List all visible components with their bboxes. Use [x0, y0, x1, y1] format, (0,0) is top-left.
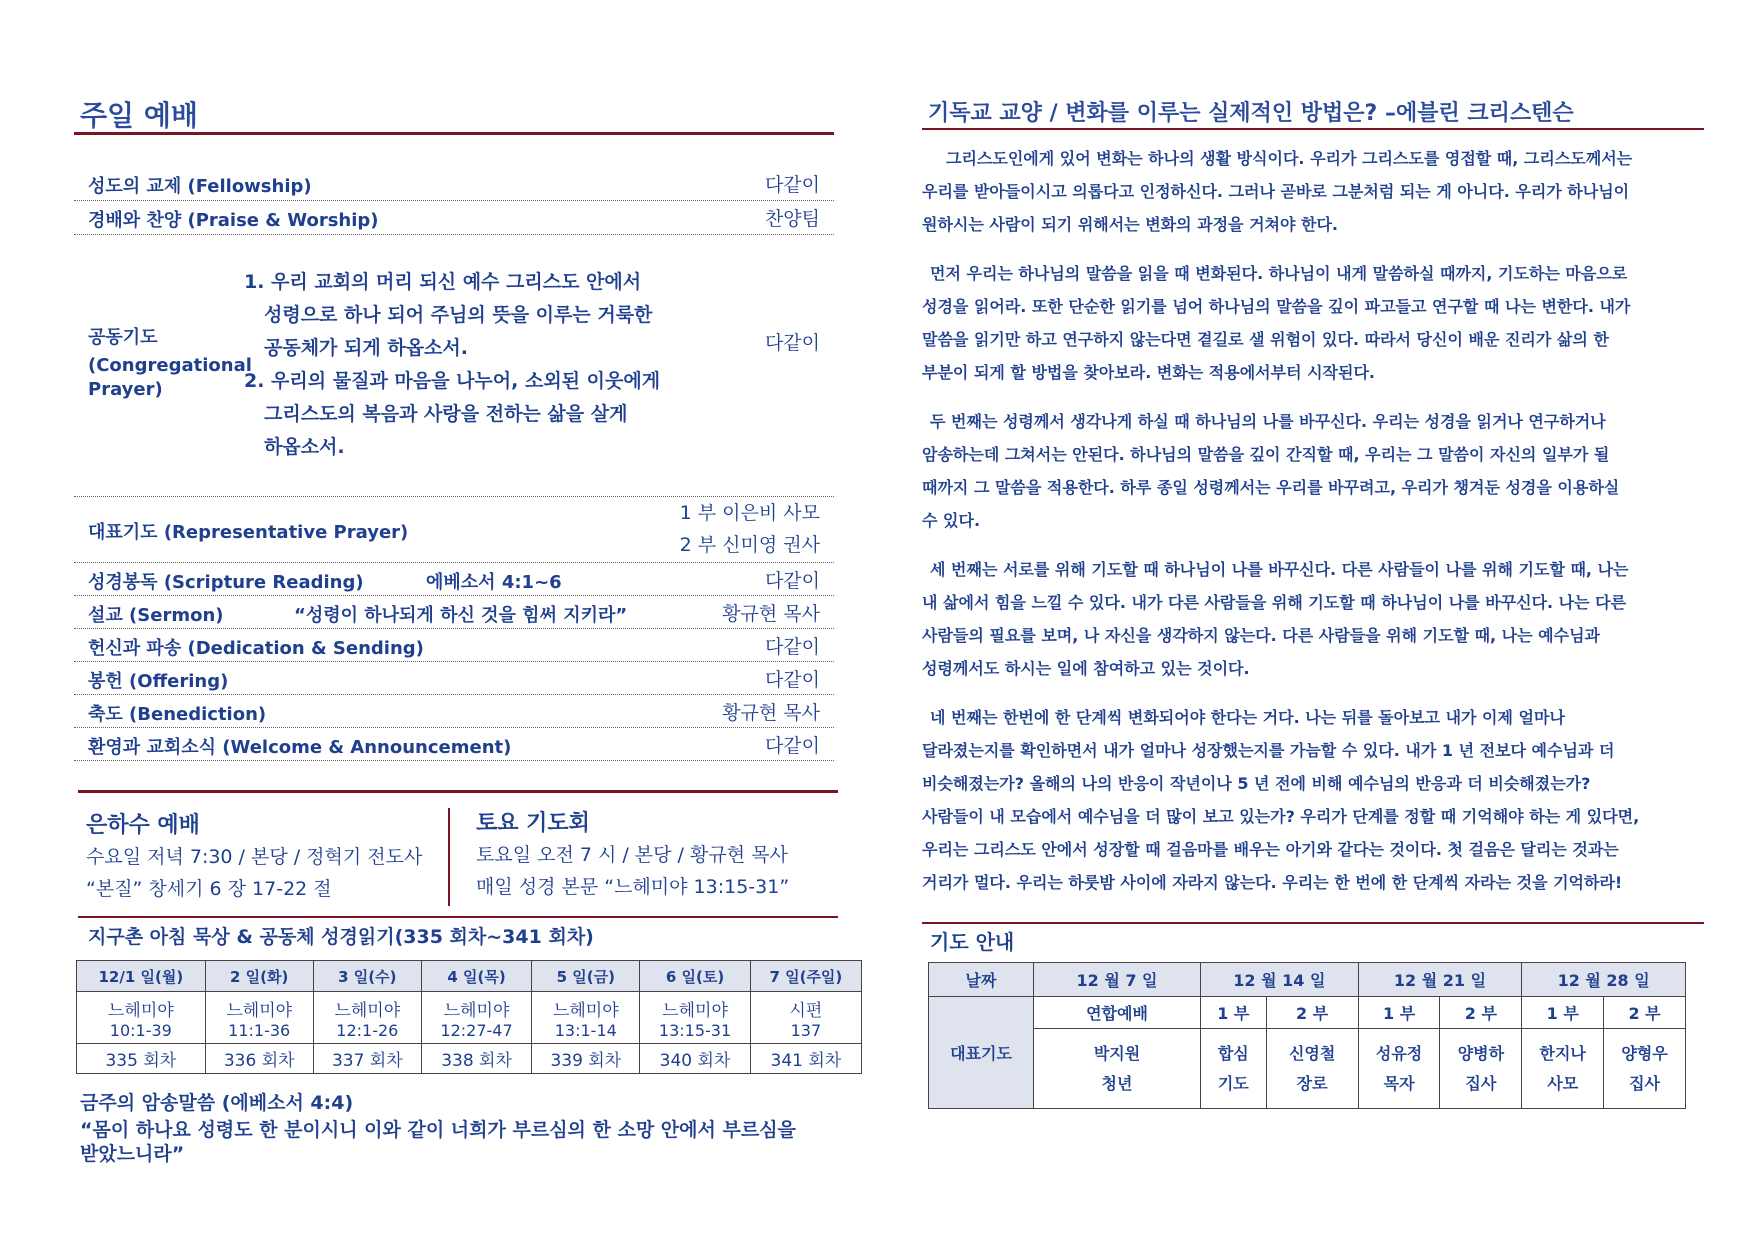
- prayer-leader: [1034, 1029, 1201, 1109]
- date-header: 12 월 7 일: [1034, 963, 1201, 997]
- verse-range: 10:1-39: [109, 1020, 172, 1040]
- article-line: 우리를 받아들이시고 의롭다고 인정하신다. 그러나 곧바로 그분처럼 되는 게 아니다. 우리가 하나님이: [922, 182, 1630, 201]
- row-label: 성경봉독 (Scripture Reading): [88, 572, 364, 593]
- prayer-leader: [1266, 1029, 1358, 1109]
- memory-verse-line: 받았느니라”: [80, 1143, 185, 1165]
- article-title-divider: [922, 128, 1704, 130]
- prayer-leader: [1358, 1029, 1440, 1109]
- prayer-line: 성령으로 하나 되어 주님의 뜻을 이루는 거룩한: [264, 304, 653, 326]
- article-line: 성령께서도 하시는 일에 참여하고 있는 것이다.: [922, 659, 1250, 678]
- reading-passage: [421, 992, 531, 1044]
- article-line: 그리스도인에게 있어 변화는 하나의 생활 방식이다. 우리가 그리스도를 영접할 때, 그리스도께서는: [946, 149, 1633, 168]
- session-count: 335 회차: [77, 1044, 206, 1074]
- leader-title: 기도: [1217, 1073, 1249, 1093]
- date-header: 12 월 21 일: [1358, 963, 1522, 997]
- day-header: 3 일(수): [313, 961, 421, 992]
- verse-range: 12:1-26: [336, 1020, 399, 1040]
- congregational-label-en1: (Congregational: [88, 355, 252, 376]
- day-header: 7 일(주일): [750, 961, 861, 992]
- service-label: 2 부: [1266, 997, 1358, 1029]
- article-line: 말씀을 읽기만 하고 연구하지 않는다면 곁길로 샐 위험이 있다. 따라서 당신이 배운 진리가 삶의 한: [922, 330, 1609, 349]
- book-name: 시편: [789, 1000, 823, 1021]
- column-divider: [448, 808, 450, 906]
- leader-title: 사모: [1547, 1073, 1579, 1093]
- date-label: 날짜: [929, 963, 1034, 997]
- day-header: 2 일(화): [205, 961, 313, 992]
- article-paragraph: [922, 142, 1700, 241]
- row-leader: 찬양팀: [764, 208, 820, 230]
- prayer-line: 2. 우리의 물질과 마음을 나누어, 소외된 이웃에게: [244, 370, 661, 392]
- congregational-prayer-text: [244, 266, 704, 464]
- book-name: 느헤미야: [107, 1000, 174, 1021]
- article-line: 수 있다.: [922, 511, 981, 530]
- book-name: 느헤미야: [662, 1000, 728, 1021]
- session-count: 337 회차: [313, 1044, 421, 1074]
- leader-name: 합심: [1217, 1043, 1249, 1063]
- reading-plan-table: [76, 960, 862, 1074]
- prayer-line: 그리스도의 복음과 사랑을 전하는 삶을 살게: [264, 403, 628, 425]
- article-body: [922, 142, 1700, 899]
- session-count: 341 회차: [750, 1044, 861, 1074]
- service-label: 1 부: [1522, 997, 1604, 1029]
- prayer-guide-names-row: [929, 1029, 1686, 1109]
- date-header: 12 월 28 일: [1522, 963, 1686, 997]
- order-row-sermon: [74, 595, 834, 629]
- article-line: 내 삶에서 힘을 느낄 수 있다. 내가 다른 사람들을 위해 기도할 때 하나님이 나를 바꾸신다. 나는 다른: [922, 593, 1627, 612]
- reading-passage: [313, 992, 421, 1044]
- article-line: 두 번째는 성령께서 생각나게 하실 때 하나님의 나를 바꾸신다. 우리는 성경을 읽거나 연구하거나: [930, 412, 1606, 431]
- row-leader-2: 2 부 신미영 권사: [679, 534, 820, 556]
- section-divider: [78, 916, 838, 918]
- section-divider: [78, 790, 838, 793]
- day-header: 6 일(토): [640, 961, 750, 992]
- article-paragraph: [922, 553, 1700, 685]
- reading-passage: [750, 992, 861, 1044]
- article-line: 원하시는 사람이 되기 위해서는 변화의 과정을 거쳐야 한다.: [922, 215, 1339, 234]
- session-count: 339 회차: [532, 1044, 640, 1074]
- order-row-representative-prayer: [74, 496, 834, 563]
- session-count: 336 회차: [205, 1044, 313, 1074]
- session-count: 340 회차: [640, 1044, 750, 1074]
- reading-passage: [77, 992, 206, 1044]
- article-line: 달라졌는지를 확인하면서 내가 얼마나 성장했는지를 가늠할 수 있다. 내가 1 년 전보다 예수님과 더: [922, 741, 1615, 760]
- verse-range: 13:15-31: [658, 1020, 732, 1040]
- verse-range: 137: [790, 1020, 822, 1040]
- row-label: 대표기도 (Representative Prayer): [88, 522, 409, 543]
- prayer-guide-table: [928, 962, 1686, 1109]
- leader-title: 장로: [1296, 1073, 1328, 1093]
- prayer-guide-service-row: [929, 997, 1686, 1029]
- book-name: 느헤미야: [226, 1000, 293, 1021]
- verse-range: 13:1-14: [554, 1020, 617, 1040]
- wednesday-service-title: 은하수 예배: [86, 813, 200, 838]
- reading-passage: [640, 992, 750, 1044]
- article-line: 세 번째는 서로를 위해 기도할 때 하나님이 나를 바꾸신다. 다른 사람들이 나를 위해 기도할 때, 나는: [930, 560, 1629, 579]
- memory-verse-title: 금주의 암송말씀 (에베소서 4:4): [80, 1092, 354, 1114]
- day-header: 12/1 일(월): [77, 961, 206, 992]
- book-name: 느헤미야: [552, 1000, 619, 1021]
- order-row-welcome: [74, 727, 834, 761]
- prayer-line: 1. 우리 교회의 머리 되신 예수 그리스도 안에서: [244, 271, 642, 293]
- section-divider: [922, 922, 1704, 924]
- prayer-line: 하옵소서.: [264, 436, 345, 458]
- prayer-leader: [1201, 1029, 1267, 1109]
- day-header: 4 일(목): [421, 961, 531, 992]
- congregational-label-ko: 공동기도: [88, 327, 158, 348]
- reading-passage-row: [77, 992, 862, 1044]
- article-line: 때까지 그 말씀을 적용한다. 하루 종일 성령께서는 우리를 바꾸려고, 우리가 챙겨둔 성경을 이용하실: [922, 478, 1620, 497]
- leader-title: 집사: [1465, 1073, 1497, 1093]
- article-line: 암송하는데 그쳐서는 안된다. 하나님의 말씀을 깊이 간직할 때, 우리는 그 말씀이 자신의 일부가 될: [922, 445, 1610, 464]
- row-passage: 에베소서 4:1~6: [426, 572, 562, 593]
- verse-range: 11:1-36: [228, 1020, 291, 1040]
- article-line: 우리는 그리스도 안에서 성장할 때 걸음마를 배우는 아기와 같다는 것이다. 첫 걸음은 달리는 것과는: [922, 840, 1619, 859]
- book-name: 느헤미야: [334, 1000, 401, 1021]
- wednesday-service-sermon: “본질” 창세기 6 장 17-22 절: [86, 878, 332, 900]
- prayer-leader: [1522, 1029, 1604, 1109]
- memory-verse-text: [80, 1118, 860, 1166]
- article-line: 비슷해졌는가? 올해의 나의 반응이 작년이나 5 년 전에 비해 예수님의 반응과 더 비슷해졌는가?: [922, 774, 1591, 793]
- article-title: 기독교 교양 / 변화를 이루는 실제적인 방법은? –에블린 크리스텐슨: [928, 101, 1574, 126]
- service-label: 2 부: [1440, 997, 1522, 1029]
- row-leader: 다같이: [764, 735, 820, 757]
- verse-range: 12:27-47: [440, 1020, 513, 1040]
- order-row-scripture: [74, 562, 834, 596]
- leader-title: 집사: [1629, 1073, 1661, 1093]
- service-label: 2 부: [1604, 997, 1686, 1029]
- row-label: 축도 (Benediction): [88, 704, 267, 725]
- article-line: 성경을 읽어라. 또한 단순한 읽기를 넘어 하나님의 말씀을 깊이 파고들고 연구할 때 나는 변한다. 내가: [922, 297, 1631, 316]
- article-paragraph: [922, 405, 1700, 537]
- reading-plan-header-row: [77, 961, 862, 992]
- saturday-prayer-info: 토요일 오전 7 시 / 본당 / 황규현 목사: [476, 844, 788, 866]
- article-paragraph: [922, 701, 1700, 899]
- row-label: 환영과 교회소식 (Welcome & Announcement): [88, 737, 512, 758]
- congregational-label: [88, 326, 252, 402]
- article-paragraph: [922, 257, 1700, 389]
- leader-name: 한지나: [1539, 1043, 1586, 1063]
- row-leader: 다같이: [764, 174, 820, 196]
- row-leader-1: 1 부 이은비 사모: [679, 502, 820, 524]
- row-label: 봉헌 (Offering): [88, 671, 229, 692]
- prayer-guide-title: 기도 안내: [930, 930, 1015, 954]
- leader-name: 양병하: [1457, 1043, 1505, 1063]
- saturday-prayer-reading: 매일 성경 본문 “느헤미야 13:15-31”: [476, 876, 790, 898]
- prayer-leader: [1604, 1029, 1686, 1109]
- row-leader: 다같이: [764, 669, 820, 691]
- row-leader: 다같이: [764, 570, 820, 592]
- prayer-row-label: 대표기도: [929, 997, 1034, 1109]
- row-label: 설교 (Sermon): [88, 605, 224, 626]
- service-label: 1 부: [1201, 997, 1267, 1029]
- order-row-benediction: [74, 694, 834, 728]
- row-leader: 다같이: [764, 332, 820, 354]
- leader-name: 박지원: [1093, 1043, 1141, 1063]
- article-line: 부분이 되게 할 방법을 찾아보라. 변화는 적용에서부터 시작된다.: [922, 363, 1376, 382]
- wednesday-service-info: 수요일 저녁 7:30 / 본당 / 정혁기 전도사: [86, 846, 423, 868]
- service-label: 연합예배: [1034, 997, 1201, 1029]
- leader-name: 신영철: [1288, 1043, 1336, 1063]
- row-label: 경배와 찬양 (Praise & Worship): [88, 210, 379, 231]
- order-row-praise: [74, 200, 834, 235]
- order-row-congregational-prayer: [74, 234, 834, 497]
- row-label: 헌신과 파송 (Dedication & Sending): [88, 638, 424, 659]
- service-label: 1 부: [1358, 997, 1440, 1029]
- prayer-leader: [1440, 1029, 1522, 1109]
- row-label: 성도의 교제 (Fellowship): [88, 176, 312, 197]
- leader-name: 양형우: [1621, 1043, 1668, 1063]
- reading-passage: [205, 992, 313, 1044]
- title-divider: [74, 132, 834, 135]
- article-line: 거리가 멀다. 우리는 하룻밤 사이에 자라지 않는다. 우리는 한 번에 한 단계씩 자라는 것을 기억하라!: [922, 873, 1623, 892]
- date-header: 12 월 14 일: [1201, 963, 1359, 997]
- row-leader: 황규현 목사: [722, 603, 820, 625]
- day-header: 5 일(금): [532, 961, 640, 992]
- order-row-fellowship: [74, 166, 834, 201]
- article-line: 사람들의 필요를 보며, 나 자신을 생각하지 않는다. 다른 사람들을 위해 기도할 때, 나는 예수님과: [922, 626, 1600, 645]
- reading-plan-title: 지구촌 아침 묵상 & 공동체 성경읽기(335 회차~341 회차): [88, 926, 594, 948]
- reading-count-row: [77, 1044, 862, 1074]
- congregational-label-en2: Prayer): [88, 379, 163, 400]
- prayer-line: 공동체가 되게 하옵소서.: [264, 337, 468, 359]
- order-row-offering: [74, 661, 834, 695]
- leader-name: 성유정: [1375, 1043, 1423, 1063]
- row-leader: 황규현 목사: [722, 702, 820, 724]
- sermon-title: “성령이 하나되게 하신 것을 힘써 지키라”: [294, 605, 628, 626]
- page-title: 주일 예배: [80, 99, 198, 132]
- article-line: 먼저 우리는 하나님의 말씀을 읽을 때 변화된다. 하나님이 내게 말씀하실 때까지, 기도하는 마음으로: [930, 264, 1628, 283]
- article-line: 네 번째는 한번에 한 단계씩 변화되어야 한다는 거다. 나는 뒤를 돌아보고 내가 이제 얼마나: [930, 708, 1565, 727]
- reading-passage: [532, 992, 640, 1044]
- book-name: 느헤미야: [443, 1000, 510, 1021]
- article-line: 사람들이 내 모습에서 예수님을 더 많이 보고 있는가? 우리가 단계를 정할 때 기억해야 하는 게 있다면,: [922, 807, 1640, 826]
- session-count: 338 회차: [421, 1044, 531, 1074]
- saturday-prayer-title: 토요 기도회: [476, 811, 590, 836]
- row-leader: 다같이: [764, 636, 820, 658]
- leader-title: 목자: [1383, 1073, 1415, 1093]
- memory-verse-line: “몸이 하나요 성령도 한 분이시니 이와 같이 너희가 부르심의 한 소망 안에서 부르심을: [80, 1119, 796, 1141]
- leader-title: 청년: [1101, 1073, 1133, 1093]
- order-row-dedication: [74, 628, 834, 662]
- prayer-guide-date-row: [929, 963, 1686, 997]
